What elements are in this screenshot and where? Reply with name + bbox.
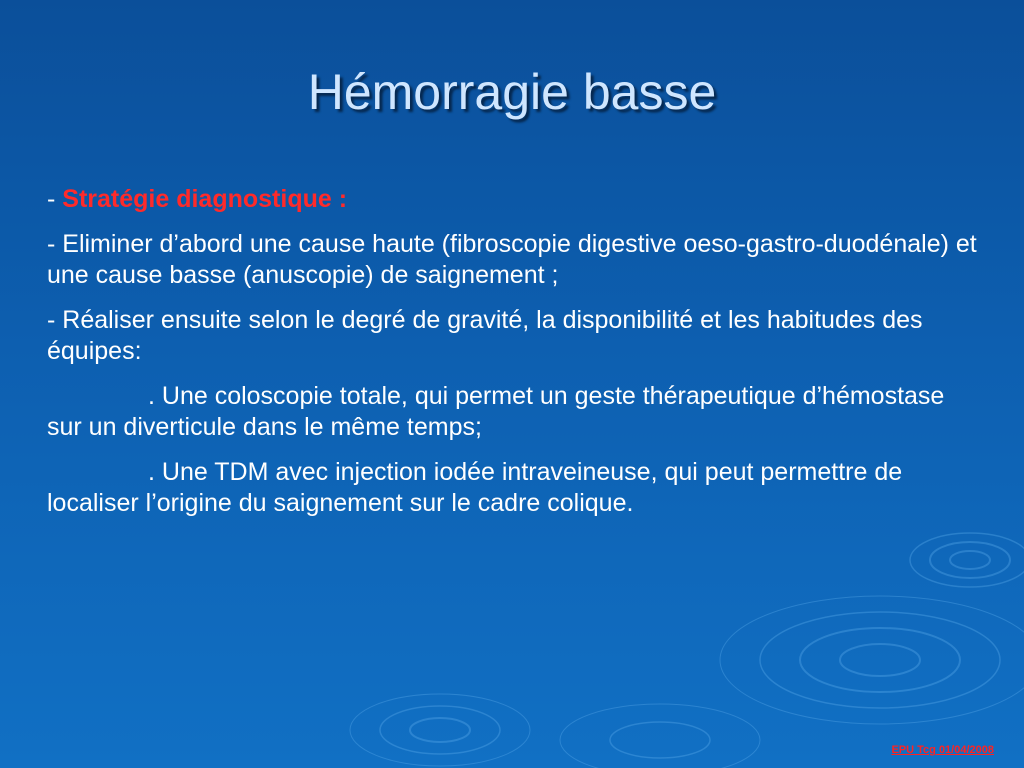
heading-dash: - xyxy=(47,185,63,213)
heading-text: Stratégie diagnostique : xyxy=(62,185,348,213)
footer-link[interactable]: EPU Tcg 01/04/2008 xyxy=(891,744,994,756)
section-heading xyxy=(47,184,982,215)
coloscopy-text: . Une coloscopie totale, qui permet un geste thérapeutique d’hémostase sur un diverticule dans le même temps; xyxy=(47,382,945,441)
tdm-text: . Une TDM avec injection iodée intraveineuse, qui peut permettre de localiser l’origine du saignement sur le cadre colique. xyxy=(47,458,903,517)
paragraph-realise-exams: - Réaliser ensuite selon le degré de gravité, la disponibilité et les habitudes des équipes: xyxy=(47,306,923,365)
paragraph-coloscopy xyxy=(47,381,982,443)
slide-title: Hémorragie basse xyxy=(307,64,717,120)
paragraph-tdm xyxy=(47,457,982,519)
paragraph-eliminate-cause: - Eliminer d’abord une cause haute (fibroscopie digestive oeso-gastro-duodénale) et une cause basse (anuscopie) de saignement ; xyxy=(47,230,977,289)
slide-body xyxy=(47,184,982,533)
